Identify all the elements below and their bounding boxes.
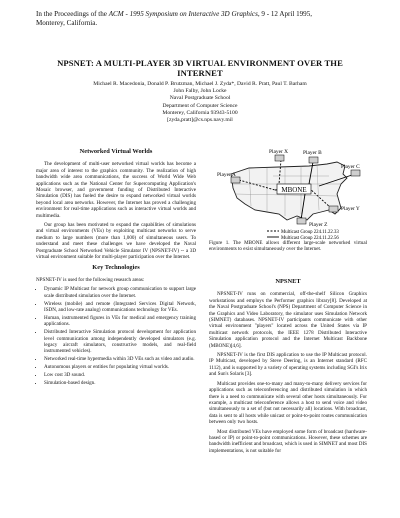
section-heading-networked-virtual-worlds: Networked Virtual Worlds — [79, 148, 153, 155]
legend-group1: Multicast Group 224.11.22.33 — [281, 230, 339, 235]
list-item: • Networked real-time hypermedia within 3D VEs such as video and audio. — [44, 356, 196, 362]
workstation-icon — [275, 155, 284, 161]
list-item: • Wireless (mobile) and remote (Integrated Services Digital Network, ISDN, and low-rate analog) communications technology for VEs. — [44, 301, 196, 314]
workstation-icon — [329, 206, 338, 212]
header-prefix: In the Proceedings of the — [36, 10, 109, 18]
author-names: Michael R. Macedonia, Donald P. Brutzman, Michael J. Zyda*, David R. Pratt, Paul T. Barham — [93, 81, 307, 87]
title-line-1: NPSNET: A MULTI-PLAYER 3D VIRTUAL ENVIRONMENT OVER THE — [57, 58, 343, 68]
list-item: • Autonomous players or entities for populating virtual worlds. — [44, 364, 196, 370]
figure-caption: Figure 1. The MBONE allows different large-scale networked virtual environments to exist simultaneously over the Internet. — [209, 240, 367, 253]
player-x-label: Player X — [269, 149, 289, 155]
paragraph: Our group has been motivated to expand the capabilities of simulations and virtual environments (VEs) by exploiting multicast networks to serve medium to large numbers (more than 1,000) of simultaneous users. To understand and meet these challenges we have developed the Naval Postgraduate School Networked Vehicle Simulator IV (NPSNET-IV) -- a 3D virtual environment suitable for multi-player participation over the Internet. — [36, 222, 196, 261]
header-venue: ACM - 1995 Symposium on Interactive 3D Graphics — [108, 10, 258, 18]
author-names-2: John Falby, John Locke — [173, 88, 227, 95]
header-location: Monterey, California. — [36, 18, 98, 27]
right-column — [209, 275, 367, 457]
header-suffix: , 9 - 12 April 1995, — [257, 10, 313, 18]
list-item: • Simulation-based design. — [44, 380, 196, 386]
section-heading-key-technologies: Key Technologies — [92, 263, 140, 271]
paragraph: Multicast provides one-to-many and many-to-many delivery services for applications such as teleconferencing and distributed simulation in which there is a need to communicate with several other hosts simultaneously. For example, a multicast teleconference allows a host to send voice and video simultaneously to a set of (but not necessarily all) locations. With broadcast, data is sent to all hosts while unicast or point-to-point routes communication between only two hosts. — [209, 380, 367, 426]
paragraph: The development of multi-user networked virtual worlds has become a major area of interest to the graphics community. The realization of high bandwidth wide area communications, the success of World Wide Web applications such as the National Center for Supercomputing Application's Mosaic browser, and government funding of Distributed Interactive Simulation (DIS) has fueled the desire to expand networked virtual worlds beyond local area networks. However, the Internet has proved a challenging environment for real-time applications such as interactive virtual worlds and multimedia. — [36, 161, 196, 219]
paragraph: Most distributed VEs have employed some form of broadcast (hardware-based or IP) or point-to-point communications. However, these schemes are bandwidth inefficient and broadcast, which is used in SIMNET and most DIS implementations, is not suitable for — [209, 428, 367, 454]
paragraph: NPSNET-IV is used for the following research areas: — [36, 276, 145, 283]
legend-group2: Multicast Group 224.11.22.56 — [281, 236, 339, 240]
left-column — [36, 149, 196, 388]
list-item: • Human, instrumented figures in VEs for medical and emergency training applications. — [44, 315, 196, 328]
mbone-label: MBONE — [281, 186, 307, 194]
list-item: • Low cost 3D sound. — [44, 372, 196, 378]
paper-title — [30, 58, 370, 78]
address: Monterey, California 93943-5100 — [162, 109, 238, 116]
player-c-label: Player C — [341, 164, 360, 170]
paragraph: NPSNET-IV is the first DIS application to use the IP Multicast protocol. IP Multicast, developed by Steve Deering, is an Internet standard (RFC 1112), and is supported by a variety of operating systems including SGI's Irix and Sun's Solaris [3]. — [209, 352, 367, 378]
proceedings-header — [36, 10, 366, 27]
player-a-label: Player A — [217, 172, 236, 178]
player-y-label: Player Y — [341, 206, 360, 212]
list-item: • Distributed Interactive Simulation protocol development for application level communication among independently developed simulators (e.g. legacy aircraft simulators, constructive models, and real-field instrumented vehicles). — [44, 329, 196, 355]
email: [zyda,pratt]@cs.nps.navy.mil — [167, 117, 233, 124]
player-b-label: Player B — [303, 150, 322, 156]
section-heading-npsnet: NPSNET — [275, 278, 301, 285]
affiliation: Naval Postgraduate School — [169, 95, 231, 102]
player-z-label: Player Z — [309, 222, 328, 228]
mbone-diagram — [209, 148, 367, 240]
list-item: • Dynamic IP Multicast for network group communication to support large scale distributed simulation over the Internet. — [44, 286, 196, 299]
technology-list — [36, 286, 196, 386]
paragraph: NPSNET-IV runs on commercial, off-the-shelf Silicon Graphics workstations and employs the Performer graphics library[8]. Developed at the Naval Postgraduate School's (NPS) Department of Computer Science in the Graphics and Video Laboratory, the simulator uses Simulation Network (SIMNET) databases. NPSNET-IV participants communicate with other virtual environment "players" located across the United States via IP multicast network protocols, the IEEE 1278 Distributed Interactive Simulation application protocol and the Internet Multicast Backbone (MBONE)[4,6]. — [209, 291, 367, 349]
workstation-icon — [351, 170, 360, 176]
workstation-icon — [297, 218, 306, 224]
department: Department of Computer Science — [162, 102, 238, 109]
workstation-icon — [309, 157, 318, 163]
title-line-2: INTERNET — [177, 68, 223, 78]
author-block — [40, 81, 360, 124]
